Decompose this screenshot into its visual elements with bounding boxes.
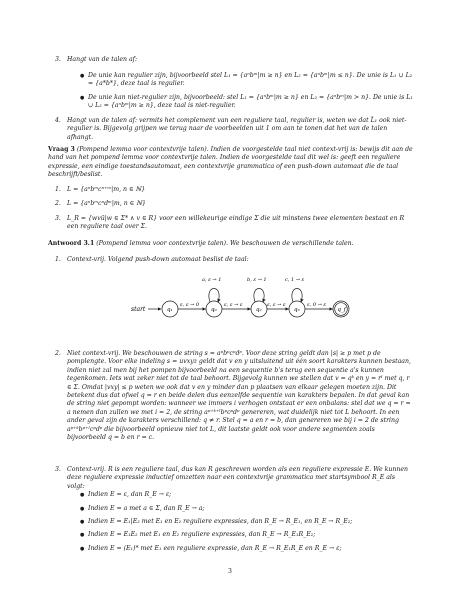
question-heading: Vraag 3: [48, 146, 75, 153]
state-q0: [206, 301, 222, 317]
edge-label: ε, 0 → ε: [307, 302, 327, 308]
bullet-icon: ●: [80, 506, 85, 512]
question-block: [48, 146, 414, 179]
start-label: start: [131, 306, 146, 313]
bullet-icon: ●: [80, 95, 85, 101]
bullet-text: De unie kan niet-regulier zijn, bijvoorbeeld: stel L₁ = {aⁿbᵐ|m ≥ n} en L₂ = {aⁿbᵐ|m > n}. De unie is L₁ ∪ L₂ = {aⁿbᵐ|m ≥ n}, deze taal is niet-regulier.: [88, 94, 413, 110]
item-text: L = {aⁿbᵐcⁿ⁺ᵐ|m, n ∈ ℕ}: [67, 186, 146, 193]
self-loop-edge: [209, 289, 219, 303]
item-number: 3.: [55, 56, 61, 63]
bullet-icon: ●: [80, 532, 85, 538]
bullet-text: Indien E = E₁|E₂ met E₁ en E₂ reguliere expressies, dan R_E → R_E₁, en R_E → R_E₂;: [88, 518, 353, 525]
bullet-icon: ●: [80, 546, 85, 552]
question-text: (Pompend lemma voor contextvrije talen). Indien de voorgestelde taal niet context-vrij is: bewijs dit aan de hand van het pompend lemma voor contextvrije talen. Indien de voorgestelde taal dit wel is: geeft een reguliere expressie, een eindige toestandsautomaat, een contextvrije grammatica of een push-down automaat die de taal beschrijft/beslist.: [48, 146, 413, 178]
svg-text:q₀: q₀: [211, 307, 217, 313]
item-text: L_R = {wvū|w ∈ Σ* ∧ v ∈ R} voor een willekeurige eindige Σ die uit minstens twee elementen bestaat en R een reguliere taal over Σ.: [67, 215, 405, 231]
item-text: Hangt van de talen af: vermits het complement van een reguliere taal, regulier is, weten we dat L̅₁ ook niet-regulier is. Bijgevolg grijpen we terug naar de voorbeelden uit 1 om aan te tonen dat het van de talen afhangt.: [67, 117, 407, 141]
edge-label: ε, ε → ε: [224, 302, 243, 308]
loop-label: a, ε → 1: [202, 277, 222, 283]
page-number: 3: [228, 568, 232, 575]
state-q1: [162, 301, 178, 317]
pushdown-automaton-diagram: [130, 268, 360, 338]
svg-text:q₂: q₂: [256, 307, 262, 313]
item-number: 2.: [55, 350, 61, 357]
bullet-text: Indien E = ε, dan R_E → ε;: [88, 491, 172, 498]
answer-text: (Pompend lemma voor contextvrije talen). We beschouwen de verschillende talen.: [96, 240, 354, 247]
svg-text:q₃: q₃: [294, 307, 300, 313]
bullet-text: Indien E = a met a ∈ Σ, dan R_E → a;: [88, 505, 205, 512]
state-q2: [251, 301, 267, 317]
bullet-text: De unie kan regulier zijn, bijvoorbeeld stel L₁ = {aⁿbᵐ|m ≥ n} en L₂ = {aⁿbᵐ|m ≤ n}. De unie is L₁ ∪ L₂ = {a*b*}, deze taal is regulier.: [88, 72, 413, 88]
answer-heading: Antwoord 3.1: [48, 240, 95, 247]
bullet-icon: ●: [80, 73, 85, 79]
edge-label: ε, ε → ε: [267, 302, 286, 308]
item-text: L = {aⁿbᵐcⁿdᵐ|m, n ∈ ℕ}: [67, 200, 146, 207]
answer-block: [48, 240, 414, 248]
bullet-icon: ●: [80, 519, 85, 525]
loop-label: b, ε → 1: [247, 277, 267, 283]
state-qf-accepting: [333, 301, 349, 317]
edge-label: ε, ε → 0: [180, 302, 200, 308]
item-number: 3.: [55, 215, 61, 222]
item-number: 1.: [55, 256, 61, 263]
svg-text:q₁: q₁: [167, 307, 173, 313]
item-number: 1.: [55, 186, 61, 193]
self-loop-edge: [254, 289, 264, 303]
bullet-icon: ●: [80, 492, 85, 498]
item-number: 3.: [55, 466, 61, 473]
item-number: 4.: [55, 117, 61, 124]
item-text: Niet context-vrij. We beschouwen de string s = aᵖbᵖcᵖdᵖ. Voor deze string geldt dan |s| ≥ p met p de pomplengte. Voor elke indeling s = uvxyz geldt dat v en y uitsluitend uit één soort karakters kunnen bestaan, indien niet zal men bij het pompen bijvoorbeeld na een sequentie b's terug een sequentie a's kunnen tegenkomen. Iets wat zeker niet tot de taal behoort. Bijgevolg kunnen we stellen dat v = qᵏ en y = rˡ met q, r ∈ Σ. Omdat |vxy| ≤ p weten we ook dat v en y minder dan p plaatsen van elkaar gelegen moeten zijn. Dit betekent dus dat ofwel q = r en beide delen dus eenzelfde sequentie van karakters bepalen. In dat geval kan de string niet gepompt worden: wanneer we immers i verhogen ontstaat er een onbalans: stel dat we q = r = a nemen dan zullen we met i = 2, de string aᵖ⁺ᵏ⁺ˡbᵖcᵖdᵖ genereren, wat duidelijk niet tot L behoort. In een ander geval zijn de karakters verschillend: q ≠ r. Stel q = a en r = b, dan genereren we bij i = 2 de string aᵖ⁺ᵏbᵖ⁺ˡcᵖdᵖ die bijvoorbeeld opnieuw niet tot L, dit laatste geldt ook voor andere segmenten zoals bijvoorbeeld q = b en r = c.: [67, 350, 411, 442]
item-text: Context-vrij. R is een reguliere taal, dus kan R geschreven worden als een reguliere expressie E. We kunnen deze reguliere expressie inductief omzetten naar een contextvrije grammatica met startsymbool R_E als volgt:: [67, 466, 408, 490]
bullet-text: Indien E = (E₁)* met E₁ een reguliere expressie, dan R_E → R_E₁R_E en R_E → ε;: [88, 545, 342, 552]
svg-text:q_f: q_f: [337, 307, 346, 313]
item-text: Context-vrij. Volgend push-down automaat beslist de taal:: [67, 256, 249, 263]
loop-label: c, 1 → ε: [285, 277, 305, 283]
self-loop-edge: [292, 289, 302, 303]
item-text: Hangt van de talen af:: [67, 56, 138, 63]
state-q3: [289, 301, 305, 317]
item-number: 2.: [55, 200, 61, 207]
bullet-text: Indien E = E₁E₂ met E₁ en E₂ reguliere expressies, dan R_E → R_E₁R_E₂;: [88, 531, 316, 538]
